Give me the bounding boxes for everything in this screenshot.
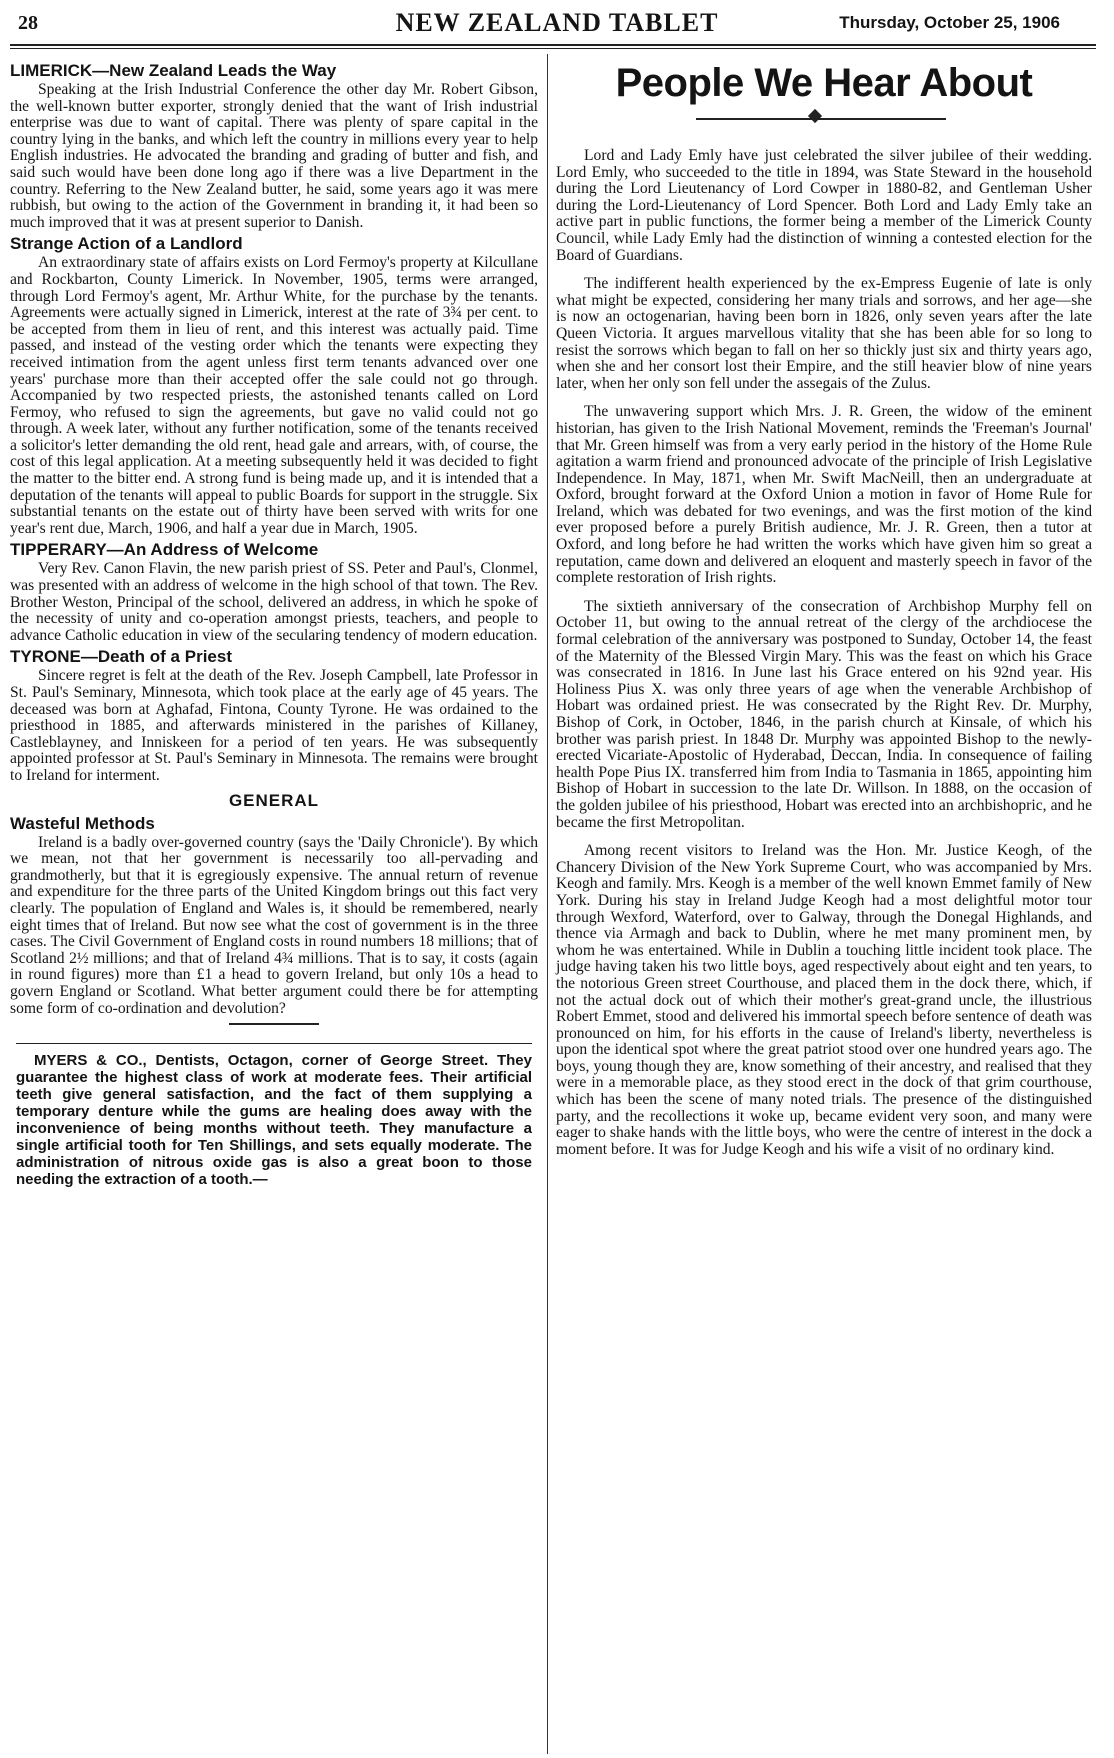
column-title: People We Hear About	[615, 61, 1033, 105]
right-column	[556, 58, 1092, 1158]
heading-tyrone: TYRONE—Death of a Priest	[10, 647, 232, 667]
header-rule	[10, 44, 1096, 46]
issue-date: Thursday, October 25, 1906	[839, 13, 1060, 32]
advertisement	[16, 1043, 532, 1188]
section-general: GENERAL	[228, 790, 320, 810]
separator-rule	[229, 1023, 319, 1025]
item-green: The unwavering support which Mrs. J. R. Green, the widow of the eminent historian, has given to the Irish National Movement, reminds the 'Freeman's Journal' that Mr. Green himself was from a very early period in the history of the Home Rule agitation a warm friend and pronounced advocate of the principle of Irish Legislative Independence. In May, 1871, when Mr. Swift MacNeill, then an undergraduate at Oxford, brought forward at the Oxford Union a motion in favor of Home Rule for Ireland, which was debated for two evenings, and was the first motion of the kind ever proposed before a purely British audience, Mr. J. R. Green, then a tutor at Oxford, and long before he had written the works which have given him so great a reputation, came down and delivered an eloquent and masterly speech in favor of the complete restoration of Irish rights.	[556, 403, 1092, 587]
title-ornament	[556, 110, 1092, 128]
masthead: NEW ZEALAND TABLET	[395, 8, 719, 37]
heading-wasteful: Wasteful Methods	[10, 813, 155, 833]
article-landlord: An extraordinary state of affairs exists on Lord Fermoy's property at Kilcullane and Rockbarton, County Limerick. In November, 1905, terms were arranged, through Lord Fermoy's agent, Mr. Arthur White, for the purchase by the tenants. Agreements were actually signed in Limerick, interest at the rate of 3¾ per cent. to be accepted from them in lieu of rent, and this interest was actually paid. Time passed, and instead of the vesting order which the tenants were expecting they received intimation from the agent unless first term tenants advanced over one years' purchase more than their accepted offer the sale could not go through. Accompanied by two respected priests, the astonished tenants called on Lord Fermoy, who refused to sign the agreements, but gave no valid could not go through. A week later, without any further notification, some of the tenants received a solicitor's letter demanding the old rent, head gale and arrears, with, of course, the cost of this legal application. At a meeting subsequently held it was decided to fight the matter to the bitter end. A strong fund is being made up, and it is intended that a deputation of the tenants will appeal to public Boards for support in the struggle. Six substantial tenants on the estate out of thirty have been served with writs for one year's rent due, March, 1906, and half a year due in March, 1905.	[10, 254, 538, 537]
article-tyrone: Sincere regret is felt at the death of the Rev. Joseph Campbell, late Professor in St. Paul's Seminary, Minnesota, which took place at the early age of 45 years. The deceased was born at Aghafad, Fintona, County Tyrone. He was ordained to the priesthood in 1885, and afterwards ministered in the parishes of Killaney, Castleblayney, and Inniskeen for a period of ten years. He was subsequently appointed professor at St. Paul's Seminary in Minnesota. The remains were brought to Ireland for interment.	[10, 667, 538, 784]
item-emly: Lord and Lady Emly have just celebrated the silver jubilee of their wedding. Lord Emly, who succeeded to the title in 1894, was State Steward in the household during the Lord Lieutenancy of Lord Cowper in 1880-82, and Gentleman Usher during the Lord-Lieutenancy of Lord Spencer. Both Lord and Lady Emly take an active part in public functions, the former being a member of the Limerick County Council, while Lady Emly had the distinction of winning a contested election for the Board of Guardians.	[556, 147, 1092, 264]
heading-limerick: LIMERICK—New Zealand Leads the Way	[10, 61, 337, 80]
article-tipperary: Very Rev. Canon Flavin, the new parish priest of SS. Peter and Paul's, Clonmel, was presented with an address of welcome in the high school of that town. The Rev. Brother Weston, Principal of the school, delivered an address, in which he spoke of the necessity of unity and co-operation amongst priests, teachers, and people to advance Catholic education in view of the secularing tendency of modern education.	[10, 560, 538, 644]
page-header	[10, 8, 1104, 38]
left-column	[10, 58, 538, 1188]
page-number: 28	[18, 12, 38, 34]
item-keogh: Among recent visitors to Ireland was the Hon. Mr. Justice Keogh, of the Chancery Division of the New York Supreme Court, who was accompanied by Mrs. Keogh and family. Mrs. Keogh is a member of the well known Emmet family of New York. During his stay in Ireland Judge Keogh had a most delightful motor tour through Wexford, Waterford, over to Galway, through the Donegal Highlands, and thence via Armagh and back to Dublin, where he met many prominent men, by whom he was entertained. While in Dublin a touching little incident took place. The judge having taken his two little boys, aged respectively about eight and ten years, to the notorious Green street Courthouse, and placed them in the dock there, which, if not the actual dock out of which their mother's great-grand uncle, the illustrious Robert Emmet, stood and delivered his immortal speech before sentence of death was pronounced on him, for his efforts in the cause of Ireland's liberty, nevertheless is upon the identical spot where the great patriot stood over one hundred years ago. The boys, young though they are, know something of their ancestry, and realised that they were in a memorable place, as they stood erect in the dock of that grim courthouse, which has been the scene of many noted trials. The presence of the distinguished party, and the recollections it woke up, became evident very soon, and many were eager to shake hands with the little boys, who were the centre of interest in the dock a moment before. It was for Judge Keogh and his wife a visit of no ordinary kind.	[556, 842, 1092, 1158]
ad-text: MYERS & CO., Dentists, Octagon, corner of George Street. They guarantee the highest class of work at moderate fees. Their artificial teeth give general satisfaction, and the fact of them supplying a temporary denture while the gums are healing does away with the inconvenience of being months without teeth. They manufacture a single artificial tooth for Ten Shillings, and sets equally moderate. The administration of nitrous oxide gas is also a great boon to those needing the extraction of a tooth.—	[16, 1052, 532, 1189]
article-wasteful: Ireland is a badly over-governed country (says the 'Daily Chronicle'). By which we mean, not that her government is necessarily too all-pervading and grandmotherly, but that it is egregiously expensive. The annual return of revenue and expenditure for the three parts of the United Kingdom brings out this fact very clearly. The population of England and Wales is, it should be remembered, nearly eight times that of Ireland. But now see what the cost of government is in the three cases. The Civil Government of England costs in round numbers 18 millions; that of Scotland 2½ millions; and that of Ireland 4¾ millions. That is to say, it costs (again in round figures) more than £1 a head to govern Ireland, but only 10s a head to govern England or Scotland. What better argument could there be for attempting some form of co-ordination and devolution?	[10, 833, 538, 1017]
heading-landlord: Strange Action of a Landlord	[10, 234, 243, 254]
heading-tipperary: TIPPERARY—An Address of Welcome	[10, 540, 319, 560]
header-rule-thin	[10, 48, 1096, 49]
column-divider	[547, 54, 548, 1754]
article-limerick: Speaking at the Irish Industrial Conference the other day Mr. Robert Gibson, the well-known butter exporter, strongly denied that the want of Irish industrial enterprise was due to want of capital. There was plenty of spare capital in the country lying in the banks, and which left the country in millions every year to help English industries. He advocated the branding and grading of butter and fish, and said such would have been done long ago if there was a live Department in the country. Referring to the New Zealand butter, he said, some years ago it was mere rubbish, but owing to the action of the Government in branding it, it had been so much improved that it was at present superior to Danish.	[10, 81, 538, 231]
item-eugenie: The indifferent health experienced by the ex-Empress Eugenie of late is only what might be expected, considering her many trials and sorrows, and her age—she is now an octogenarian, having been born in 1826, only seven years after the late Queen Victoria. It argues marvellous vitality that she has been able for so long to resist the sorrows which began to fall on her so thickly just six and thirty years ago, when she and her consort lost their Empire, and the still heavier blow of nine years later, when her only son fell under the assegais of the Zulus.	[556, 275, 1092, 392]
item-murphy: The sixtieth anniversary of the consecration of Archbishop Murphy fell on October 11, but owing to the annual retreat of the clergy of the archdiocese the formal celebration of the anniversary was postponed to Sunday, October 14, the feast of the Maternity of the Blessed Virgin Mary. This was the feast on which his Grace was consecrated in 1816. In June last his Grace entered on his 92nd year. His Holiness Pius X. was only three years of age when the venerable Archbishop of Hobart was ordained priest. He was consecrated by the Right Rev. Dr. Murphy, Bishop of Cork, in October, 1846, in the parish church at Kinsale, of which his brother was parish priest. In 1848 Dr. Murphy was appointed Bishop to the newly-erected Vicariate-Apostolic of Hyderabad, Deccan, India. In consequence of failing health Pope Pius IX. transferred him from India to Tasmania in 1865, appointing him Bishop of Hobart in succession to the late Dr. Willson. In 1888, on the occasion of the golden jubilee of his priesthood, Hobart was erected into an archbishopric, and he became the first Metropolitan.	[556, 597, 1092, 831]
